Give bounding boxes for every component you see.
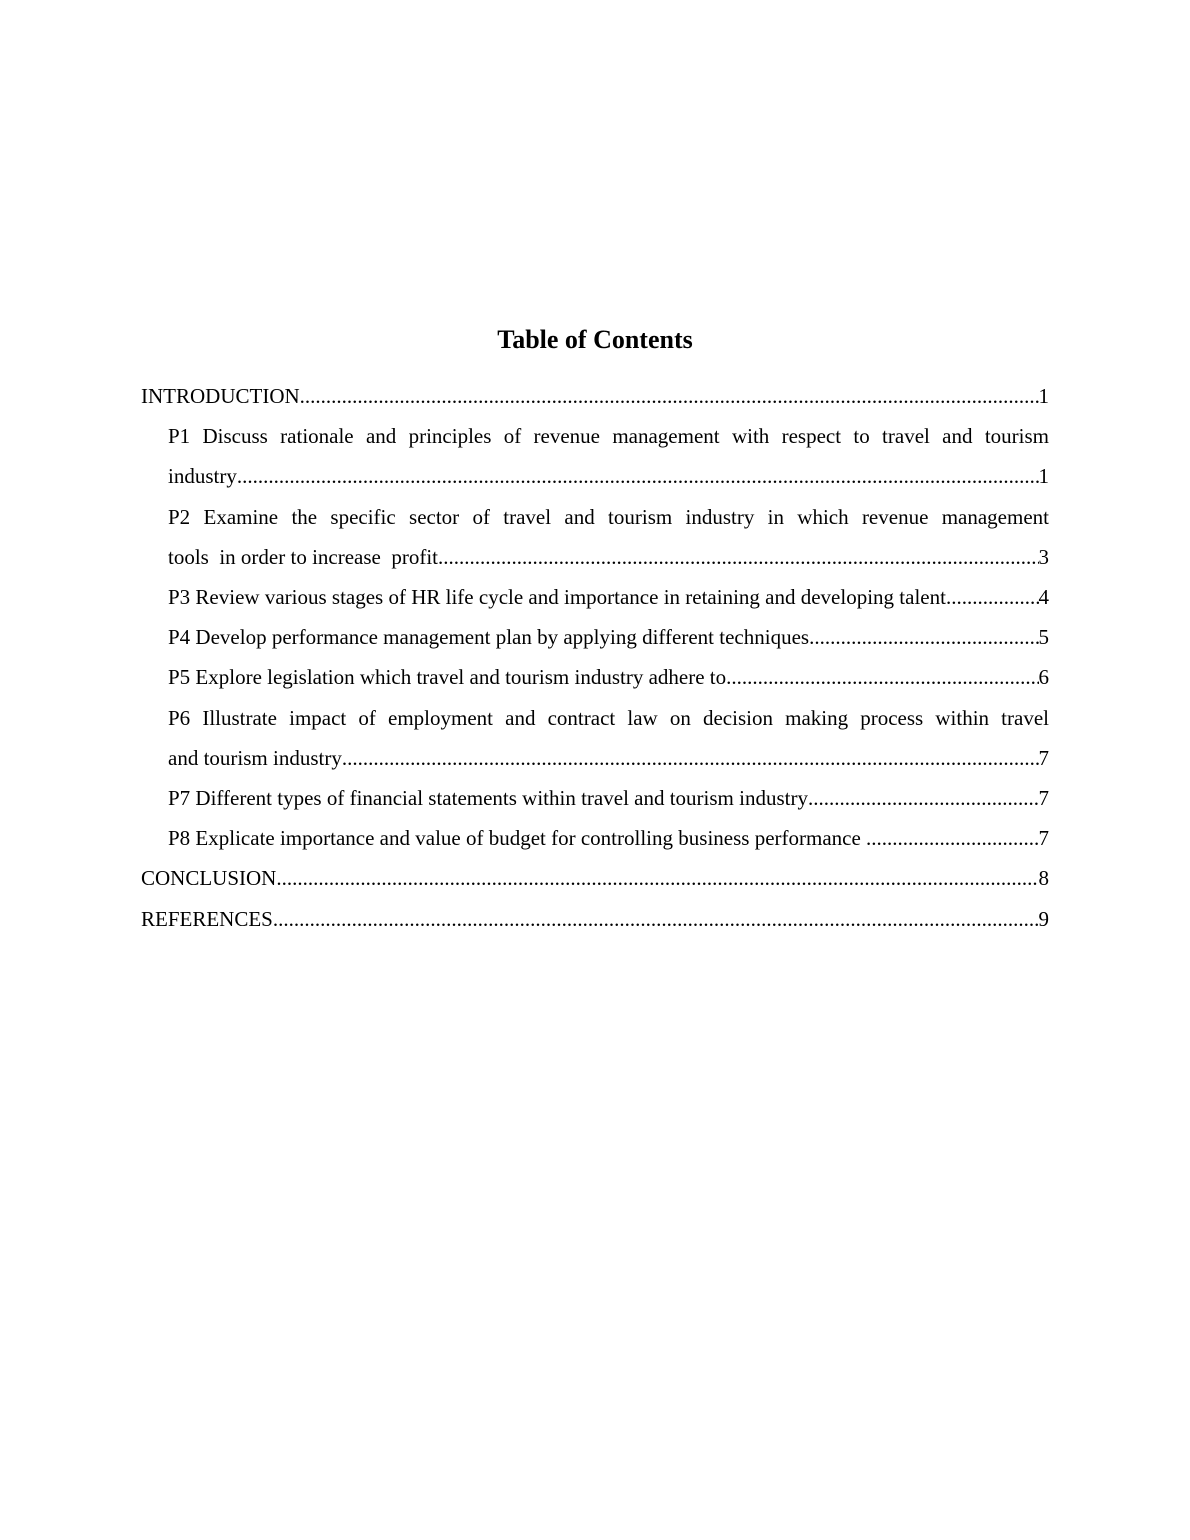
toc-entry-text: REFERENCES (141, 906, 273, 931)
toc-leader-dots (438, 537, 1038, 577)
toc-page-number: 8 (1038, 866, 1049, 891)
toc-leader-dots (300, 376, 1039, 416)
toc-entry-text: CONCLUSION (141, 866, 277, 891)
toc-leader-dots (726, 657, 1038, 697)
toc-page-number: 7 (1038, 786, 1049, 811)
toc-entry-text: P7 Different types of financial statements within travel and tourism industry (168, 786, 808, 811)
toc-entry-text-continued: industry (168, 464, 237, 489)
toc-leader-dots (808, 778, 1039, 818)
toc-entry-text: P3 Review various stages of HR life cycle and importance in retaining and developing talent. (168, 585, 952, 610)
toc-entry-text: INTRODUCTION (141, 384, 300, 408)
toc-leader-dots (276, 858, 1038, 898)
toc-page-number: 3 (1038, 544, 1049, 569)
toc-entry-conclusion[interactable] (141, 858, 1049, 898)
toc-leader-dots (237, 456, 1039, 496)
toc-page-number: 1 (1038, 464, 1049, 489)
toc-entry-text: P8 Explicate importance and value of budget for controlling business performance (168, 826, 867, 851)
toc-leader-dots (866, 818, 1038, 858)
toc-page-number: 7 (1038, 826, 1049, 851)
table-of-contents (141, 376, 1049, 939)
toc-entry-p1[interactable] (141, 416, 1049, 496)
toc-leader-dots (342, 738, 1039, 778)
toc-entry-p5[interactable] (141, 657, 1049, 697)
toc-page-number: 1 (1038, 384, 1049, 408)
toc-entry-introduction[interactable] (141, 376, 1049, 416)
toc-entry-p6[interactable] (141, 698, 1049, 778)
toc-page-number: 6 (1038, 665, 1049, 690)
toc-page-number: 7 (1038, 745, 1049, 770)
toc-page-number: 5 (1038, 625, 1049, 650)
page-title: Table of Contents (497, 325, 693, 354)
toc-entry-p7[interactable] (141, 778, 1049, 818)
toc-page-number: 4 (1038, 585, 1049, 610)
toc-entry-text: P4 Develop performance management plan by applying different techniques (168, 625, 810, 650)
toc-entry-text-continued: and tourism industry (168, 745, 342, 770)
toc-entry-text-continued: tools in order to increase profit (168, 544, 439, 569)
toc-entry-text: P2 Examine the specific sector of travel and tourism industry in which revenue management (168, 504, 1049, 529)
toc-leader-dots (273, 899, 1039, 939)
toc-entry-p2[interactable] (141, 497, 1049, 577)
toc-entry-references[interactable] (141, 899, 1049, 939)
toc-entry-text: P5 Explore legislation which travel and tourism industry adhere to (168, 665, 727, 690)
toc-page-number: 9 (1038, 906, 1049, 931)
toc-leader-dots (951, 577, 1038, 617)
toc-entry-p3[interactable] (141, 577, 1049, 617)
toc-entry-p4[interactable] (141, 617, 1049, 657)
toc-leader-dots (809, 617, 1038, 657)
toc-entry-text: P6 Illustrate impact of employment and contract law on decision making process within travel (168, 705, 1049, 730)
toc-entry-text: P1 Discuss rationale and principles of revenue management with respect to travel and tourism (168, 424, 1049, 449)
toc-entry-p8[interactable] (141, 818, 1049, 858)
